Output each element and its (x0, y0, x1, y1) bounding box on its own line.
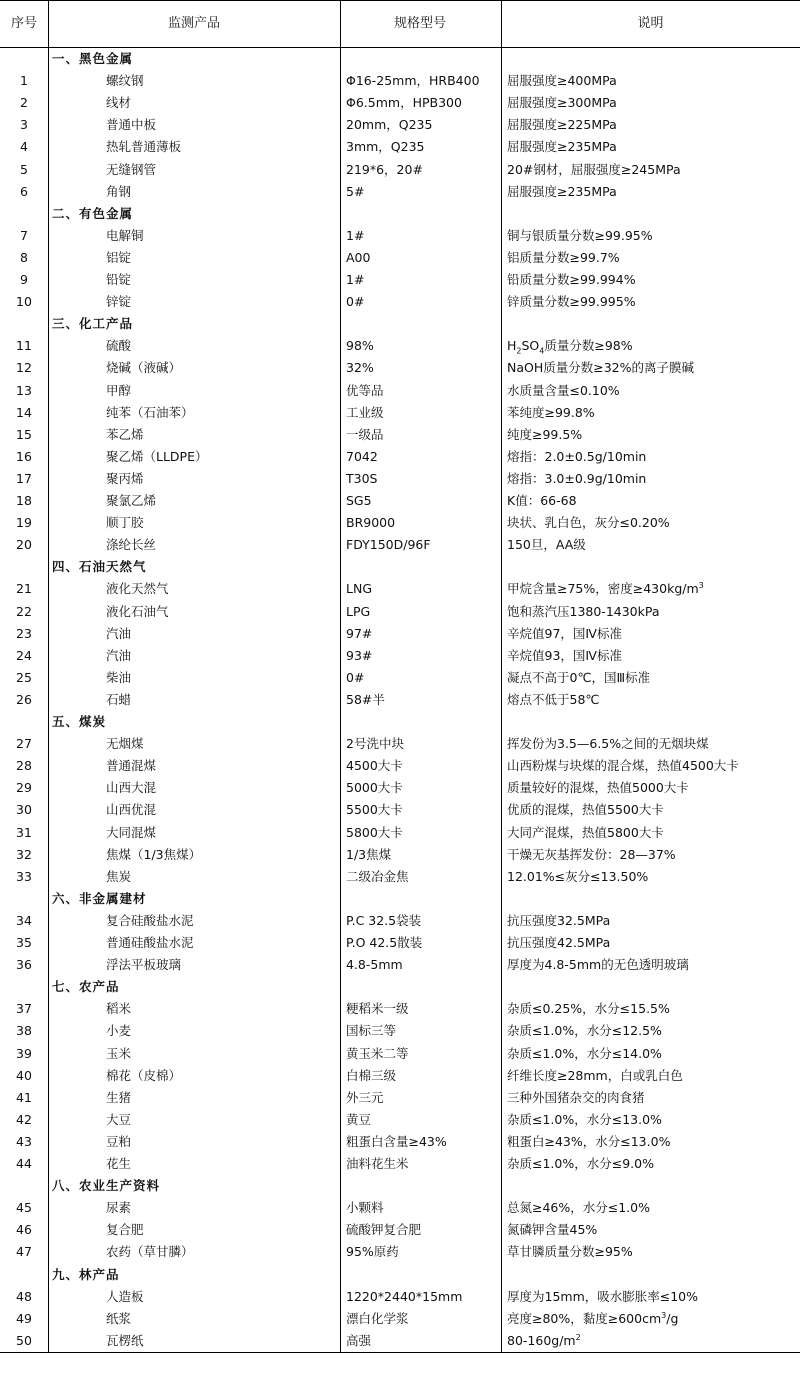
spec-model: LNG (346, 581, 373, 597)
spec-model: 1220*2440*15mm (346, 1288, 463, 1304)
category-row (0, 1175, 800, 1197)
product-name: 人造板 (106, 1288, 144, 1304)
product-name: 热轧普通薄板 (106, 139, 182, 155)
spec-model: 二级冶金焦 (346, 868, 409, 884)
product-name: 山西优混 (106, 802, 157, 818)
table-row (0, 866, 800, 888)
table-row (0, 136, 800, 158)
spec-model: 20mm，Q235 (346, 117, 433, 133)
category-row (0, 313, 800, 335)
row-number: 47 (16, 1244, 32, 1260)
category-row (0, 976, 800, 998)
row-number: 29 (16, 780, 32, 796)
description: 熔点不低于58℃ (507, 691, 600, 707)
row-number: 11 (16, 338, 32, 354)
product-name: 汽油 (106, 625, 132, 641)
description: 熔指：3.0±0.9g/10min (507, 470, 647, 486)
row-number: 36 (16, 957, 32, 973)
description: 草甘膦质量分数≥95% (507, 1244, 633, 1260)
row-number: 28 (16, 758, 32, 774)
row-number: 1 (20, 73, 28, 89)
table-row (0, 777, 800, 799)
row-number: 27 (16, 736, 32, 752)
spec-model: 小颗料 (346, 1200, 384, 1216)
description: 屈服强度≥235MPa (507, 139, 617, 155)
product-name: 豆粕 (106, 1133, 132, 1149)
spec-model: 粗蛋白含量≥43% (346, 1133, 447, 1149)
category-label: 二、有色金属 (52, 205, 134, 221)
product-name: 生猪 (106, 1089, 132, 1105)
row-number: 44 (16, 1156, 32, 1171)
table-row (0, 1109, 800, 1131)
product-name: 聚氯乙烯 (106, 493, 157, 508)
description: 屈服强度≥300MPa (507, 95, 617, 111)
product-name: 螺纹钢 (106, 73, 144, 89)
table-row (0, 1241, 800, 1263)
category-label: 七、农产品 (52, 979, 120, 995)
row-number: 16 (16, 448, 32, 464)
product-name: 花生 (106, 1156, 132, 1171)
spec-model: 98% (346, 338, 374, 354)
description: 块状、乳白色，灰分≤0.20% (507, 515, 670, 531)
table-row (0, 1219, 800, 1241)
product-name: 汽油 (106, 647, 132, 663)
description (507, 335, 633, 357)
table-row (0, 512, 800, 534)
product-name: 纯苯（石油苯） (106, 404, 194, 420)
description: K值：66-68 (507, 493, 577, 508)
row-number: 15 (16, 426, 32, 442)
table-header (0, 0, 800, 48)
product-name: 角钢 (106, 183, 132, 199)
description-part: 甲烷含量≥75%，密度≥430kg/m (507, 581, 699, 597)
table-row (0, 490, 800, 512)
header-spec: 规格型号 (393, 16, 446, 31)
product-name: 烧碱（液碱） (106, 360, 182, 376)
category-row (0, 203, 800, 225)
row-number: 42 (16, 1111, 32, 1127)
header-product: 监测产品 (167, 16, 220, 31)
category-label: 一、黑色金属 (52, 51, 134, 66)
row-number: 17 (16, 470, 32, 486)
table-row (0, 667, 800, 689)
table-row (0, 1286, 800, 1308)
description: 杂质≤1.0%，水分≤14.0% (507, 1045, 662, 1061)
row-number: 31 (16, 824, 32, 840)
table-row (0, 910, 800, 932)
spec-model: 58#半 (346, 691, 385, 707)
description: 厚度为4.8-5mm的无色透明玻璃 (507, 957, 689, 973)
table-row (0, 799, 800, 821)
category-row (0, 711, 800, 733)
spec-model: 4500大卡 (346, 758, 403, 774)
description (507, 1308, 678, 1330)
spec-model: 97# (346, 625, 373, 641)
row-number: 32 (16, 846, 32, 862)
product-name: 苯乙烯 (106, 426, 144, 442)
description: 锌质量分数≥99.995% (507, 294, 636, 310)
description: 铝质量分数≥99.7% (507, 249, 620, 265)
product-name: 液化石油气 (106, 603, 169, 619)
spec-model: Φ16-25mm，HRB400 (346, 73, 480, 89)
description: 杂质≤1.0%，水分≤9.0% (507, 1156, 654, 1171)
description (507, 1330, 581, 1352)
product-name: 大豆 (106, 1111, 132, 1127)
spec-model: 黄玉米二等 (346, 1045, 409, 1061)
description: 杂质≤1.0%，水分≤12.5% (507, 1023, 662, 1039)
row-number: 37 (16, 1001, 32, 1017)
spec-model: 95%原药 (346, 1244, 399, 1260)
spec-model: 93# (346, 647, 373, 663)
table-row (0, 181, 800, 203)
description-part: 质量分数≥98% (544, 338, 633, 354)
row-number: 23 (16, 625, 32, 641)
product-name: 石蜡 (106, 691, 132, 707)
spec-model: 5000大卡 (346, 780, 403, 796)
description: 屈服强度≥400MPa (507, 73, 617, 89)
spec-model: 7042 (346, 448, 378, 464)
table-row (0, 291, 800, 313)
category-label: 六、非金属建材 (52, 890, 147, 906)
row-number: 6 (20, 183, 28, 199)
table-row (0, 1197, 800, 1219)
table-row (0, 1131, 800, 1153)
spec-model: 5800大卡 (346, 824, 403, 840)
table-row (0, 159, 800, 181)
spec-model: 国标三等 (346, 1023, 397, 1039)
spec-model: 4.8-5mm (346, 957, 403, 973)
table-row (0, 357, 800, 379)
row-number: 21 (16, 581, 32, 597)
description-part: 2 (575, 1332, 581, 1342)
row-number: 24 (16, 647, 32, 663)
product-name: 聚乙烯（LLDPE） (106, 448, 208, 464)
spec-model: 1/3焦煤 (346, 846, 392, 862)
row-number: 13 (16, 382, 32, 398)
description: 20#钢材，屈服强度≥245MPa (507, 161, 681, 177)
spec-model: 漂白化学浆 (346, 1310, 409, 1326)
description: 干燥无灰基挥发份：28—37% (507, 846, 676, 862)
product-name: 玉米 (106, 1045, 132, 1061)
category-row (0, 48, 800, 70)
spec-model: 白棉三级 (346, 1067, 397, 1083)
table-row (0, 932, 800, 954)
table-row (0, 402, 800, 424)
description: 熔指：2.0±0.5g/10min (507, 448, 647, 464)
table-row (0, 689, 800, 711)
row-number: 34 (16, 912, 32, 928)
product-name: 聚丙烯 (106, 470, 144, 486)
table-row (0, 225, 800, 247)
table-row (0, 114, 800, 136)
spec-model: 外三元 (346, 1089, 384, 1105)
category-label: 三、化工产品 (52, 316, 134, 332)
row-number: 50 (16, 1332, 32, 1348)
table-row (0, 1308, 800, 1330)
spec-model: 5# (346, 183, 365, 199)
table-row (0, 954, 800, 976)
row-number: 10 (16, 294, 32, 310)
description: 苯纯度≥99.8% (507, 404, 595, 420)
row-number: 22 (16, 603, 32, 619)
description-part: 4 (539, 346, 545, 356)
row-number: 38 (16, 1023, 32, 1039)
row-number: 35 (16, 935, 32, 950)
product-name: 大同混煤 (106, 824, 157, 840)
description: 粗蛋白≥43%，水分≤13.0% (507, 1133, 671, 1149)
product-name: 普通混煤 (106, 758, 157, 774)
product-name: 焦煤（1/3焦煤） (106, 846, 202, 862)
row-number: 5 (20, 161, 28, 177)
product-name: 线材 (106, 95, 132, 111)
spec-model: 油料花生米 (346, 1156, 409, 1171)
product-name: 稻米 (106, 1001, 132, 1017)
product-name: 硫酸 (106, 338, 132, 354)
row-number: 26 (16, 691, 32, 707)
table-row (0, 1020, 800, 1042)
spec-model: 0# (346, 294, 365, 310)
description: 辛烷值93，国Ⅳ标准 (507, 647, 622, 663)
spec-model: P.O 42.5散装 (346, 935, 423, 950)
product-name: 液化天然气 (106, 581, 169, 597)
description: 抗压强度42.5MPa (507, 935, 611, 950)
product-name: 纸浆 (106, 1310, 132, 1326)
row-number: 43 (16, 1133, 32, 1149)
product-name: 复合硅酸盐水泥 (106, 912, 194, 928)
description (507, 578, 704, 600)
table-row (0, 1153, 800, 1175)
row-number: 40 (16, 1067, 32, 1083)
table-row (0, 645, 800, 667)
product-name: 铅锭 (106, 272, 132, 287)
description: 挥发份为3.5—6.5%之间的无烟块煤 (507, 736, 709, 752)
spec-model: FDY150D/96F (346, 537, 431, 553)
table-row (0, 424, 800, 446)
spec-model: 一级品 (346, 426, 384, 442)
table-row (0, 269, 800, 291)
description-part: /g (666, 1310, 679, 1326)
table-row (0, 1330, 800, 1352)
spec-model: 0# (346, 669, 365, 685)
table-row (0, 998, 800, 1020)
row-number: 12 (16, 360, 32, 376)
spec-model: BR9000 (346, 515, 396, 531)
table-row (0, 1043, 800, 1065)
table-bottom-rule (0, 1352, 800, 1353)
spec-model: T30S (346, 470, 378, 486)
row-number: 30 (16, 802, 32, 818)
row-number: 46 (16, 1222, 32, 1238)
description: 凝点不高于0℃，国Ⅲ标准 (507, 669, 651, 685)
spec-model: 粳稻米一级 (346, 1001, 409, 1017)
row-number: 2 (20, 95, 28, 111)
product-name: 铝锭 (106, 249, 132, 265)
description: 150旦，AA级 (507, 537, 586, 553)
product-name: 顺丁胶 (106, 515, 144, 531)
table-row (0, 733, 800, 755)
row-number: 49 (16, 1310, 32, 1326)
description: 大同产混煤，热值5800大卡 (507, 824, 664, 840)
row-number: 3 (20, 117, 28, 133)
spec-model: P.C 32.5袋装 (346, 912, 422, 928)
spec-model: 高强 (346, 1332, 372, 1348)
description: 三种外国猪杂交的肉食猪 (507, 1089, 645, 1105)
row-number: 4 (20, 139, 28, 155)
table-row (0, 755, 800, 777)
description: 杂质≤0.25%，水分≤15.5% (507, 1001, 670, 1017)
description-part: 80-160g/m (507, 1332, 576, 1348)
product-name: 小麦 (106, 1023, 132, 1039)
table-row (0, 335, 800, 357)
row-number: 41 (16, 1089, 32, 1105)
product-name: 复合肥 (106, 1222, 144, 1238)
row-number: 8 (20, 249, 28, 265)
product-name: 浮法平板玻璃 (106, 957, 182, 973)
description: 饱和蒸汽压1380-1430kPa (507, 603, 660, 619)
spec-model: 优等品 (346, 382, 384, 398)
product-name: 焦炭 (106, 868, 132, 884)
row-number: 45 (16, 1200, 32, 1216)
description: 氮磷钾含量45% (507, 1222, 598, 1238)
product-name: 普通中板 (106, 117, 157, 133)
category-label: 九、林产品 (52, 1266, 120, 1282)
product-name: 普通硅酸盐水泥 (106, 935, 194, 950)
row-number: 19 (16, 515, 32, 531)
category-label: 四、石油天然气 (52, 559, 147, 575)
product-name: 涤纶长丝 (106, 537, 157, 553)
spec-model: 黄豆 (346, 1111, 372, 1127)
category-row (0, 556, 800, 578)
table-row (0, 70, 800, 92)
category-row (0, 888, 800, 910)
table-row (0, 446, 800, 468)
product-name: 尿素 (106, 1200, 132, 1216)
row-number: 18 (16, 493, 32, 508)
description: 辛烷值97，国Ⅳ标准 (507, 625, 622, 641)
row-number: 25 (16, 669, 32, 685)
product-name: 瓦楞纸 (106, 1332, 144, 1348)
spec-model: Φ6.5mm，HPB300 (346, 95, 462, 111)
spec-model: LPG (346, 603, 371, 619)
product-name: 无缝钢管 (106, 161, 157, 177)
table-row (0, 534, 800, 556)
spec-model: 3mm，Q235 (346, 139, 425, 155)
product-name: 锌锭 (106, 294, 132, 310)
row-number: 20 (16, 537, 32, 553)
description-part: H (507, 338, 517, 354)
description: 铜与银质量分数≥99.95% (507, 227, 653, 243)
description: 抗压强度32.5MPa (507, 912, 611, 928)
category-label: 五、煤炭 (52, 714, 107, 729)
table-row (0, 822, 800, 844)
product-name: 电解铜 (106, 227, 144, 243)
spec-model: 1# (346, 227, 365, 243)
description: 水质量含量≤0.10% (507, 382, 620, 398)
description: 山西粉煤与块煤的混合煤，热值4500大卡 (507, 758, 739, 774)
description-part: 3 (698, 581, 704, 591)
row-number: 33 (16, 868, 32, 884)
row-number: 39 (16, 1045, 32, 1061)
description: 质量较好的混煤，热值5000大卡 (507, 780, 689, 796)
description: 纯度≥99.5% (507, 426, 583, 442)
description: NaOH质量分数≥32%的离子膜碱 (507, 360, 695, 376)
table-row (0, 844, 800, 866)
table-row (0, 468, 800, 490)
description: 12.01%≤灰分≤13.50% (507, 868, 649, 884)
table-row (0, 247, 800, 269)
table-row (0, 623, 800, 645)
spec-model: A00 (346, 249, 371, 265)
description: 杂质≤1.0%，水分≤13.0% (507, 1111, 662, 1127)
table-row (0, 92, 800, 114)
table-row (0, 578, 800, 600)
description: 屈服强度≥235MPa (507, 183, 617, 199)
description-part: 亮度≥80%，黏度≥600cm (507, 1310, 662, 1326)
row-number: 48 (16, 1288, 32, 1304)
spec-model: 32% (346, 360, 374, 376)
description: 屈服强度≥225MPa (507, 117, 617, 133)
spec-model: 219*6，20# (346, 161, 423, 177)
header-no: 序号 (10, 16, 37, 31)
category-row (0, 1264, 800, 1286)
spec-model: 1# (346, 272, 365, 287)
row-number: 9 (20, 272, 28, 287)
table-row (0, 1087, 800, 1109)
table-row (0, 1065, 800, 1087)
description: 厚度为15mm，吸水膨胀率≤10% (507, 1288, 699, 1304)
description-part: 2 (516, 346, 522, 356)
description-part: SO (521, 338, 540, 354)
spec-model: 5500大卡 (346, 802, 403, 818)
description-part: 3 (661, 1310, 667, 1320)
product-name: 柴油 (106, 669, 132, 685)
header-desc: 说明 (637, 16, 664, 31)
description: 优质的混煤，热值5500大卡 (507, 802, 664, 818)
spec-model: SG5 (346, 493, 372, 508)
table-row (0, 380, 800, 402)
row-number: 7 (20, 227, 28, 243)
product-name: 棉花（皮棉） (106, 1067, 182, 1083)
category-label: 八、农业生产资料 (52, 1178, 161, 1194)
spec-model: 2号洗中块 (346, 736, 404, 752)
product-name: 甲醇 (106, 382, 132, 398)
description: 铅质量分数≥99.994% (507, 272, 636, 287)
spec-model: 工业级 (346, 404, 384, 420)
table-row (0, 601, 800, 623)
product-name: 山西大混 (106, 780, 157, 796)
spec-model: 硫酸钾复合肥 (346, 1222, 422, 1238)
description: 总氮≥46%，水分≤1.0% (507, 1200, 650, 1216)
product-name: 农药（草甘膦） (106, 1244, 194, 1260)
description: 纤维长度≥28mm，白或乳白色 (507, 1067, 683, 1083)
product-name: 无烟煤 (106, 736, 144, 752)
row-number: 14 (16, 404, 32, 420)
